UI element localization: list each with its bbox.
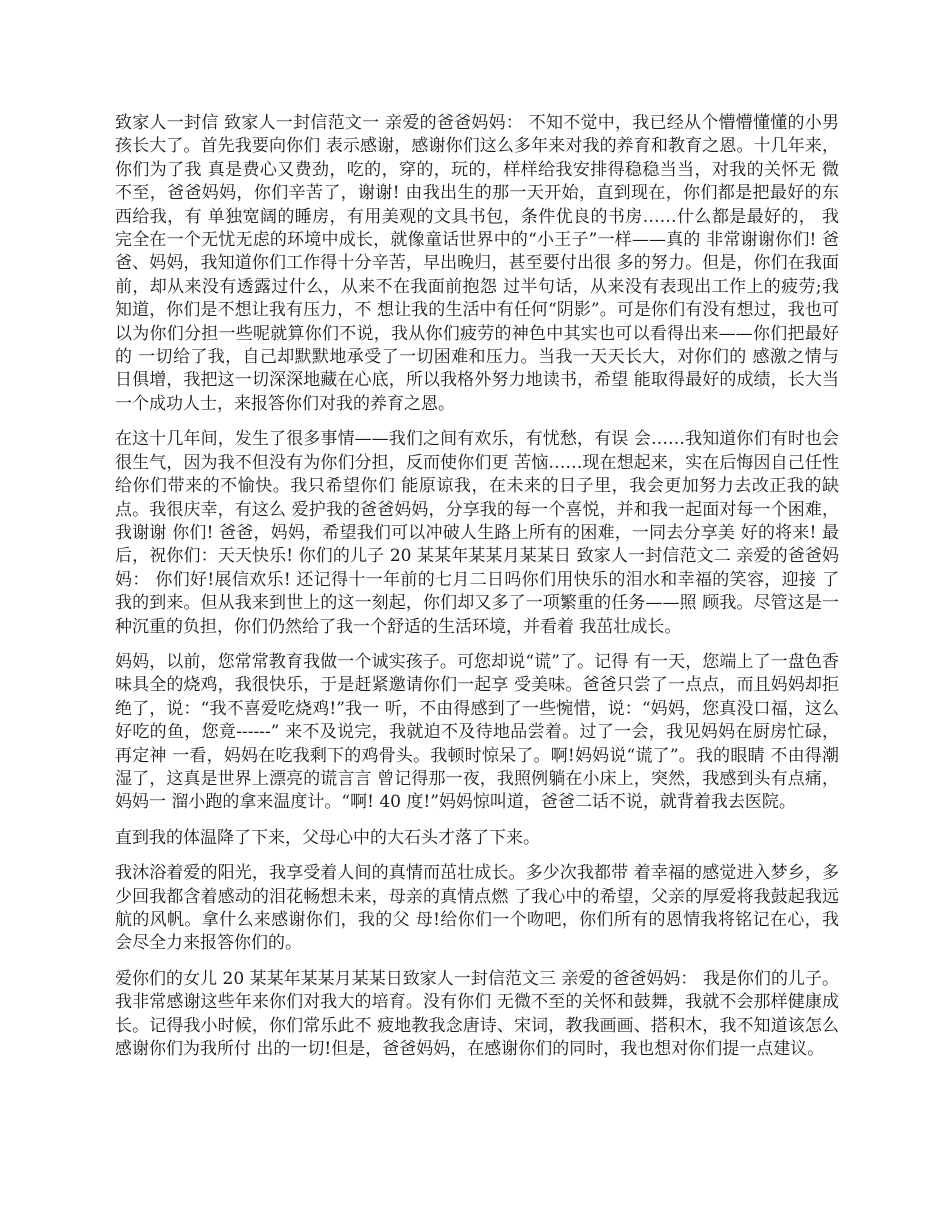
paragraph-4: 直到我的体温降了下来，父母心中的大石头才落了下来。 — [115, 827, 540, 848]
paragraph-2: 在这十几年间，发生了很多事情——我们之间有欢乐，有忧愁，有误 会……我知道你们有时也会很生气，因为我不但没有为你们分担，反而使你们更 苦恼……现在想起来，实在后悔因自己任性给你们带来的不愉快。我只希望你们 能原谅我，在未来的日子里，我会更加努力去改正我的缺点。我很庆幸，有这么 爱护我的爸爸妈妈，分享我的每一个喜悦，并和我一起面对每一个困难，我谢谢 你们! 爸爸，妈妈，希望我们可以冲破人生路上所有的困难，一同去分享美 好的将来! 最后，祝你们：天天快乐! 你们的儿子 20 某某年某某月某某日 致家人一封信范文二 亲爱的爸爸妈妈： 你们好!展信欢乐! 还记得十一年前的七月二日吗你们用快乐的泪水和幸福的笑容，迎接 了我的到来。但从我来到世上的这一刻起，你们却又多了一项繁重的任务——照 顾我。尽管这是一种沉重的负担，你们仍然给了我一个舒适的生活环境，并看着 我茁壮成长。 — [115, 429, 839, 637]
paragraph-3: 妈妈，以前，您常常教育我做一个诚实孩子。可您却说“谎”了。记得 有一天，您端上了一盘色香味具全的烧鸡，我很快乐，于是赶紧邀请你们一起享 受美味。爸爸只尝了一点点，而且妈妈却拒绝了，说：“我不喜爱吃烧鸡!”我一 听，不由得感到了一些惋惜，说：“妈妈，您真没口福，这么好吃的鱼，您竟------” 来不及说完，我就迫不及待地品尝着。过了一会，我见妈妈在厨房忙碌，再定神 一看，妈妈在吃我剩下的鸡骨头。我顿时惊呆了。啊!妈妈说“谎了”。我的眼睛 不由得潮湿了，这真是世界上漂亮的谎言言 曾记得那一夜，我照例躺在小床上，突然，我感到头有点痛，妈妈一 溜小跑的拿来温度计。“啊! 40 度!”妈妈惊叫道，爸爸二话不说，就背着我去医院。 — [115, 651, 839, 813]
paragraph-6: 爱你们的女儿 20 某某年某某月某某日致家人一封信范文三 亲爱的爸爸妈妈： 我是你们的儿子。我非常感谢这些年来你们对我大的培育。没有你们 无微不至的关怀和鼓舞，我就不会那样健康成长。记得我小时候，你们常乐此不 疲地教我念唐诗、宋词，教我画画、搭积木，我不知道该怎么感谢你们为我所付 出的一切!但是，爸爸妈妈，在感谢你们的同时，我也想对你们提一点建议。 — [115, 968, 839, 1060]
paragraph-1: 致家人一封信 致家人一封信范文一 亲爱的爸爸妈妈： 不知不觉中，我已经从个懵懵懂懂的小男孩长大了。首先我要向你们 表示感谢，感谢你们这么多年来对我的养育和教育之恩。十几年来，你们为了我 真是费心又费劲，吃的，穿的，玩的，样样给我安排得稳稳当当，对我的关怀无 微不至，爸爸妈妈，你们辛苦了，谢谢! 由我出生的那一天开始，直到现在，你们都是把最好的东西给我，有 单独宽阔的睡房，有用美观的文具书包，条件优良的书房……什么都是最好的， 我完全在一个无忧无虑的环境中成长，就像童话世界中的“小王子”一样——真的 非常谢谢你们! 爸爸、妈妈，我知道你们工作得十分辛苦，早出晚归，甚至要付出很 多的努力。但是，你们在我面前，却从来没有透露过什么，从来不在我面前抱怨 过半句话，从来没有表现出工作上的疲劳;我知道，你们是不想让我有压力，不 想让我的生活中有任何“阴影”。可是你们有没有想过，我也可以为你们分担一些呢就算你们不说，我从你们疲劳的神色中其实也可以看得出来——你们把最好的 一切给了我，自己却默默地承受了一切困难和压力。当我一天天长大，对你们的 感激之情与日俱增，我把这一切深深地藏在心底，所以我格外努力地读书，希望 能取得最好的成绩，长大当一个成功人士，来报答你们对我的养育之恩。 — [115, 113, 839, 414]
paragraph-5: 我沐浴着爱的阳光，我享受着人间的真情而茁壮成长。多少次我都带 着幸福的感觉进入梦乡，多少回我都含着感动的泪花畅想未来，母亲的真情点燃 了我心中的希望，父亲的厚爱将我鼓起我远航的风帆。拿什么来感谢你们，我的父 母!给你们一个吻吧，你们所有的恩情我将铭记在心，我会尽全力来报答你们的。 — [115, 863, 839, 954]
document-page — [115, 112, 839, 1073]
